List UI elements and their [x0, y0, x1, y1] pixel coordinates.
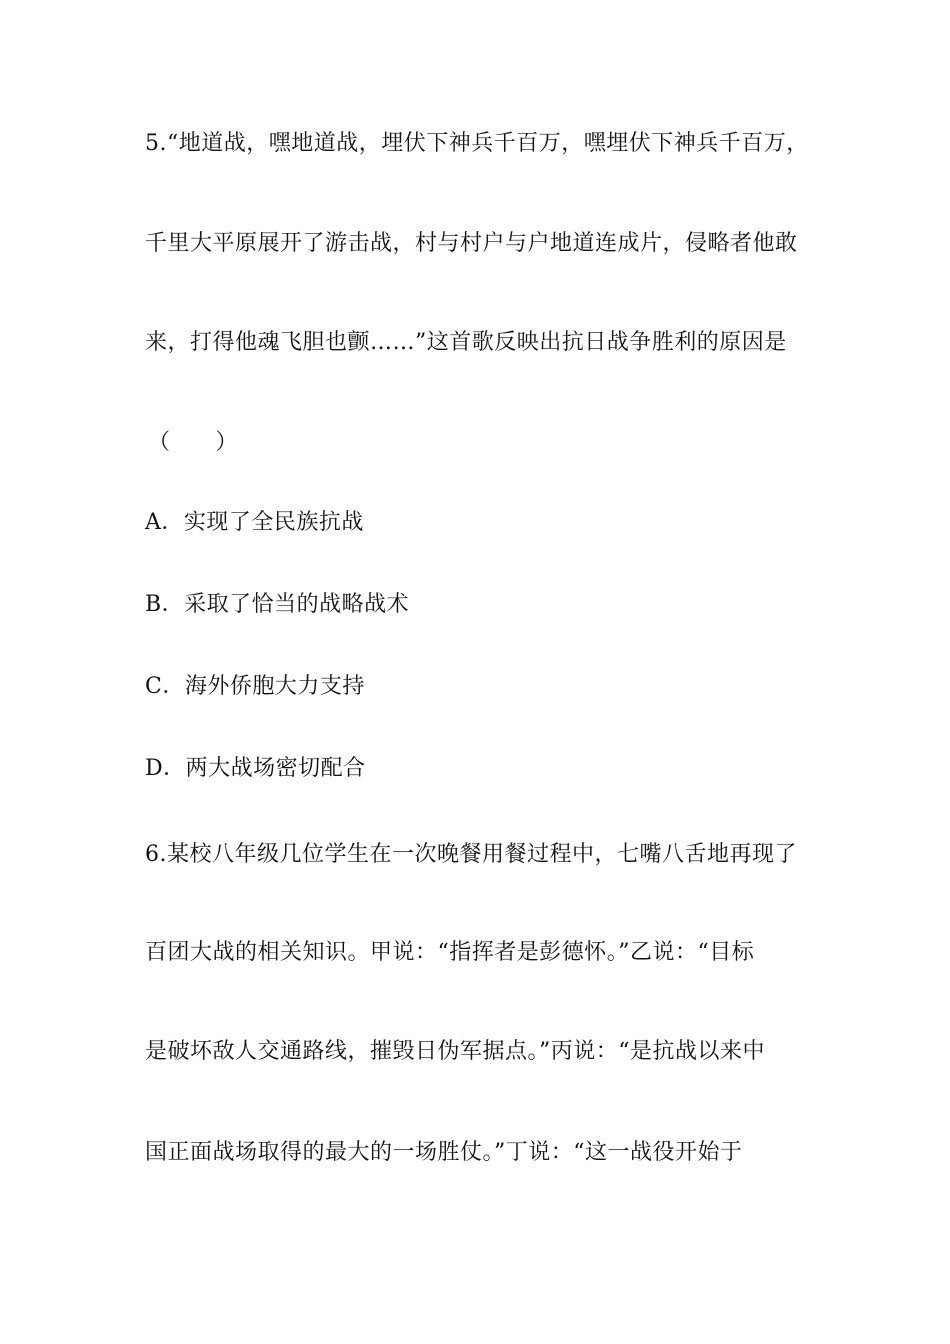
- question-5-option-d: D．两大战场密切配合: [145, 756, 366, 781]
- question-5-stem-line-2: 千里大平原展开了游击战，村与村户与户地道连成片，侵略者他敢: [145, 231, 798, 256]
- question-5-option-a: A．实现了全民族抗战: [145, 510, 364, 535]
- question-5-option-c: C．海外侨胞大力支持: [145, 674, 365, 699]
- question-6-stem-line-3: 是破坏敌人交通路线，摧毁日伪军据点。”丙说：“是抗战以来中: [145, 1039, 765, 1064]
- question-6-stem-line-2: 百团大战的相关知识。甲说：“指挥者是彭德怀。”乙说：“目标: [145, 940, 755, 965]
- question-6-stem-line-4: 国正面战场取得的最大的一场胜仗。”丁说：“这一战役开始于: [145, 1140, 743, 1165]
- question-5-stem-line-3: 来，打得他魂飞胆也颤……”这首歌反映出抗日战争胜利的原因是: [145, 330, 787, 355]
- question-6-stem-line-1: 6.某校八年级几位学生在一次晚餐用餐过程中，七嘴八舌地再现了: [145, 842, 797, 867]
- question-5-option-b: B．采取了恰当的战略战术: [145, 592, 410, 617]
- question-5-answer-blank: （ ）: [148, 430, 239, 455]
- question-5-stem-line-1: 5.“地道战，嘿地道战，埋伏下神兵千百万，嘿埋伏下神兵千百万，: [145, 131, 809, 156]
